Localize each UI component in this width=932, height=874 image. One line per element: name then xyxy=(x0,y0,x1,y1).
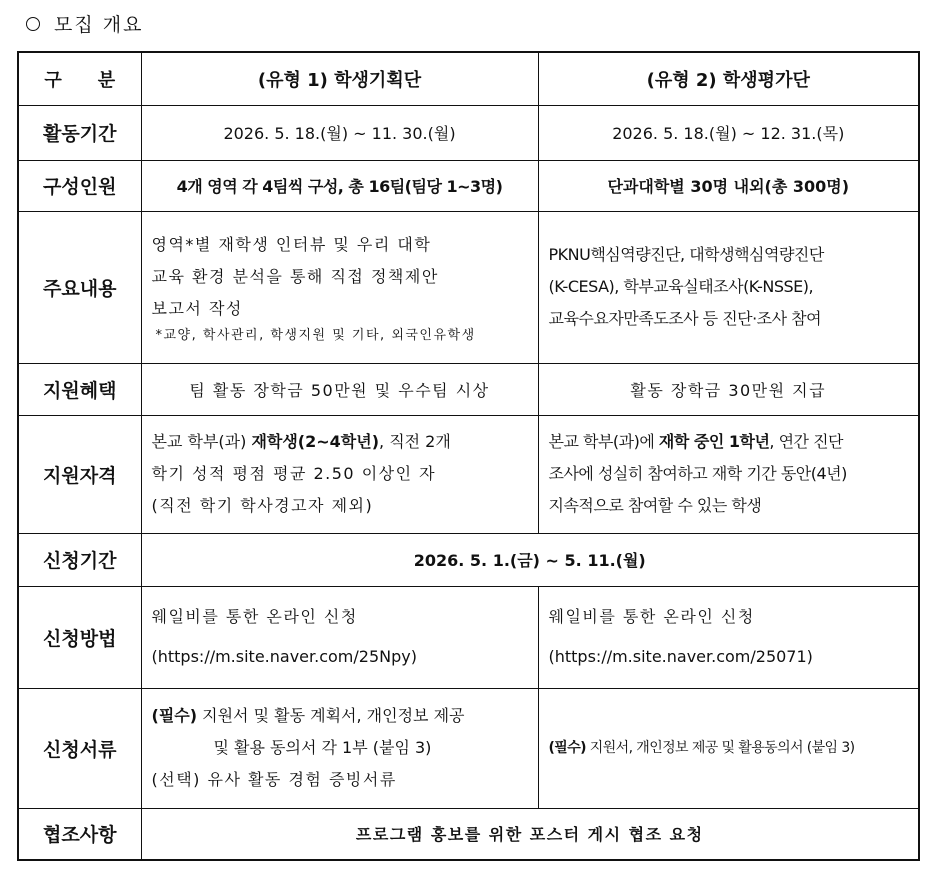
content-line: PKNU핵심역량진단, 대학생핵심역량진단 xyxy=(548,245,824,264)
type1-benefit: 팀 활동 장학금 50만원 및 우수팀 시상 xyxy=(141,363,538,415)
type1-documents xyxy=(141,688,538,808)
type1-period: 2026. 5. 18.(월) ~ 11. 30.(월) xyxy=(141,105,538,160)
content-line: 보고서 작성 xyxy=(151,299,243,318)
content-line: 교육수요자만족도조사 등 진단·조사 참여 xyxy=(548,309,822,328)
eligibility-emphasis: 재학 중인 1학년 xyxy=(658,432,770,451)
row-label: 주요내용 xyxy=(18,211,141,363)
content-note: *교양, 학사관리, 학생지원 및 기타, 외국인유학생 xyxy=(155,328,476,343)
section-heading xyxy=(26,10,143,37)
row-activity-period xyxy=(18,105,919,160)
type2-period: 2026. 5. 18.(월) ~ 12. 31.(목) xyxy=(538,105,919,160)
eligibility-line: (직전 학기 학사경고자 제외) xyxy=(151,496,374,515)
eligibility-emphasis: 재학생(2~4학년) xyxy=(251,432,380,451)
section-heading-text: 모집 개요 xyxy=(54,14,144,36)
content-line: 교육 환경 분석을 통해 직접 정책제안 xyxy=(151,267,439,286)
type2-benefit: 활동 장학금 30만원 지급 xyxy=(538,363,919,415)
row-label: 신청방법 xyxy=(18,586,141,688)
type2-method xyxy=(538,586,919,688)
method-url[interactable]: (https://m.site.naver.com/25071) xyxy=(548,647,813,666)
header-category: 구 분 xyxy=(18,52,141,105)
method-text: 웨일비를 통한 온라인 신청 xyxy=(548,607,755,626)
row-method xyxy=(18,586,919,688)
row-cooperation xyxy=(18,808,919,860)
cooperation-text: 프로그램 홍보를 위한 포스터 게시 협조 요청 xyxy=(141,808,919,860)
recruitment-overview-table xyxy=(17,51,920,861)
type1-method xyxy=(141,586,538,688)
eligibility-line: 학기 성적 평점 평균 2.50 이상인 자 xyxy=(151,464,437,483)
required-tag: (필수) xyxy=(548,740,586,756)
header-type1: (유형 1) 학생기획단 xyxy=(141,52,538,105)
row-label: 지원혜택 xyxy=(18,363,141,415)
row-benefit xyxy=(18,363,919,415)
row-label: 협조사항 xyxy=(18,808,141,860)
row-label: 구성인원 xyxy=(18,160,141,211)
row-label: 활동기간 xyxy=(18,105,141,160)
method-url[interactable]: (https://m.site.naver.com/25Npy) xyxy=(151,647,417,666)
type1-eligibility xyxy=(141,415,538,533)
eligibility-line: 조사에 성실히 참여하고 재학 기간 동안(4년) xyxy=(548,464,847,483)
row-label: 신청기간 xyxy=(18,533,141,586)
documents-line: (선택) 유사 활동 경험 증빙서류 xyxy=(151,770,397,789)
type1-members: 4개 영역 각 4팀씩 구성, 총 16팀(팀당 1~3명) xyxy=(141,160,538,211)
row-application-period xyxy=(18,533,919,586)
type2-documents xyxy=(538,688,919,808)
required-tag: (필수) xyxy=(151,706,198,725)
eligibility-line: 본교 학부(과)에 재학 중인 1학년, 연간 진단 xyxy=(548,432,844,451)
header-type2: (유형 2) 학생평가단 xyxy=(538,52,919,105)
row-label: 지원자격 xyxy=(18,415,141,533)
row-members xyxy=(18,160,919,211)
row-eligibility xyxy=(18,415,919,533)
eligibility-line: 본교 학부(과) 재학생(2~4학년), 직전 2개 xyxy=(151,432,451,451)
documents-line: (필수) 지원서 및 활동 계획서, 개인정보 제공 xyxy=(151,706,465,725)
row-label: 신청서류 xyxy=(18,688,141,808)
content-line: 영역*별 재학생 인터뷰 및 우리 대학 xyxy=(151,235,432,254)
type2-content xyxy=(538,211,919,363)
row-documents xyxy=(18,688,919,808)
circle-bullet-icon xyxy=(26,17,40,31)
type2-members: 단과대학별 30명 내외(총 300명) xyxy=(538,160,919,211)
method-text: 웨일비를 통한 온라인 신청 xyxy=(151,607,358,626)
type1-content xyxy=(141,211,538,363)
eligibility-line: 지속적으로 참여할 수 있는 학생 xyxy=(548,496,762,515)
row-main-content xyxy=(18,211,919,363)
documents-line: 및 활용 동의서 각 1부 (붙임 3) xyxy=(213,738,432,757)
application-period-text: 2026. 5. 1.(금) ~ 5. 11.(월) xyxy=(141,533,919,586)
documents-text: 지원서, 개인정보 제공 및 활용동의서 (붙임 3) xyxy=(585,740,855,756)
content-line: (K-CESA), 학부교육실태조사(K-NSSE), xyxy=(548,277,814,296)
table-header-row xyxy=(18,52,919,105)
type2-eligibility xyxy=(538,415,919,533)
